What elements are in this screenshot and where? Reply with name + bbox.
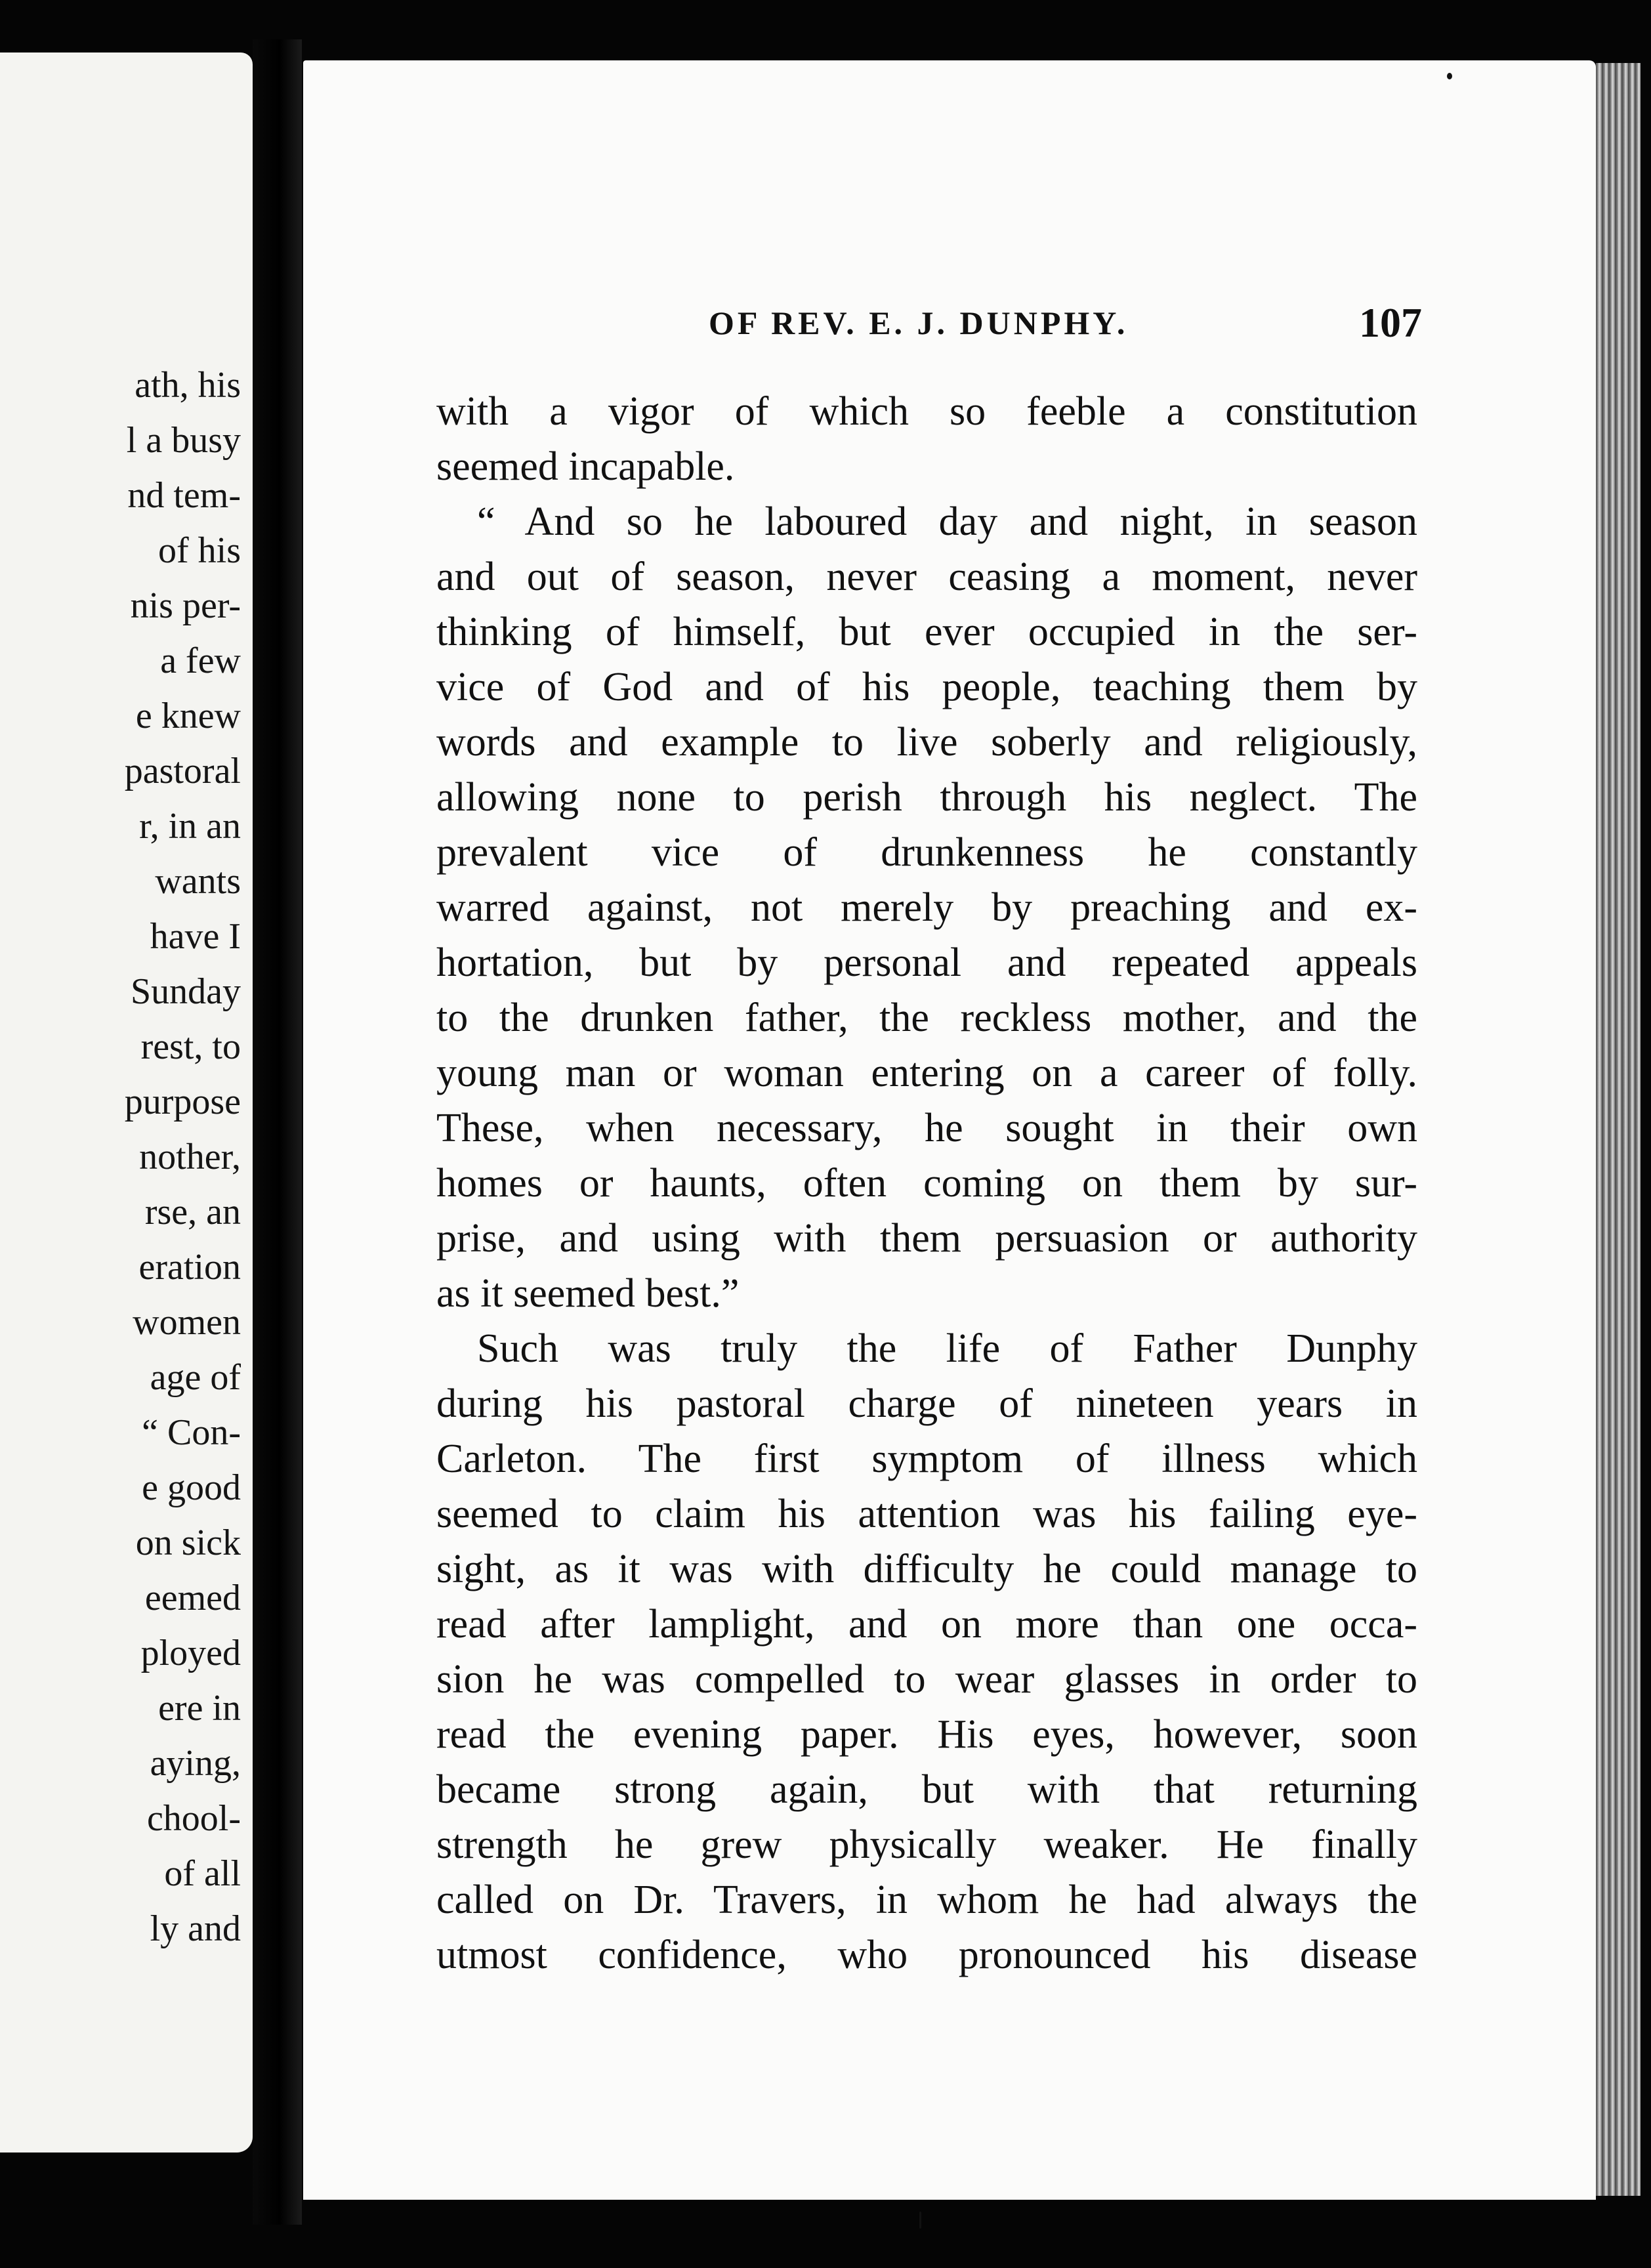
text-line: prevalent vice of drunkenness he constantly: [436, 830, 1417, 875]
text-line: Carleton. The first symptom of illness which: [436, 1437, 1417, 1481]
text-line: seemed to claim his attention was his failing eye-: [436, 1492, 1417, 1536]
body-text: [436, 384, 1417, 2011]
text-line: homes or haunts, often coming on them by sur-: [436, 1161, 1417, 1206]
text-line: seemed incapable.: [436, 444, 735, 489]
scan-speck: [1447, 73, 1452, 79]
text-line: to the drunken father, the reckless mother, and the: [436, 996, 1417, 1040]
left-page-line: ere in: [158, 1688, 241, 1729]
text-line: thinking of himself, but ever occupied in the ser-: [436, 610, 1417, 654]
text-line: warred against, not merely by preaching and ex-: [436, 885, 1417, 930]
left-page-line: Sunday: [131, 971, 241, 1012]
left-page-line: of all: [164, 1853, 241, 1894]
left-page-line: of his: [158, 530, 241, 571]
left-page-line: a few: [160, 640, 241, 681]
text-line: called on Dr. Travers, in whom he had always the: [436, 1878, 1417, 1922]
left-page-line: have I: [150, 916, 241, 957]
text-line: These, when necessary, he sought in their own: [436, 1106, 1417, 1150]
left-page-line: nother,: [139, 1137, 241, 1177]
text-line: read after lamplight, and on more than one occa-: [436, 1602, 1417, 1647]
left-page-line: ly and: [150, 1908, 241, 1949]
text-line: read the evening paper. His eyes, however, soon: [436, 1712, 1417, 1757]
left-page-line: e good: [142, 1467, 241, 1508]
left-page-line: age of: [150, 1357, 241, 1398]
left-page-line: aying,: [150, 1743, 241, 1784]
text-line: strength he grew physically weaker. He finally: [436, 1822, 1417, 1867]
left-page-line: r, in an: [139, 806, 241, 847]
text-line: “ And so he laboured day and night, in season: [477, 499, 1417, 544]
page-edge: [1596, 63, 1641, 2196]
left-page-line: eemed: [144, 1578, 241, 1618]
left-page-line: women: [133, 1302, 241, 1343]
text-line: hortation, but by personal and repeated appeals: [436, 940, 1417, 985]
text-line: young man or woman entering on a career of folly.: [436, 1051, 1417, 1095]
left-page-line: rest, to: [140, 1026, 241, 1067]
running-title: OF REV. E. J. DUNPHY.: [709, 304, 1129, 341]
left-page-line: ployed: [140, 1633, 241, 1673]
left-page-line: “ Con-: [142, 1412, 241, 1453]
left-page-line: wants: [155, 861, 241, 902]
left-page-line: pastoral: [124, 751, 241, 791]
left-page-line: nis per-: [130, 585, 241, 626]
text-line: allowing none to perish through his neglect. The: [436, 775, 1417, 820]
left-page-line: l a busy: [126, 420, 241, 461]
page-number: 107: [1359, 299, 1422, 346]
left-page-line: nd tem-: [127, 475, 241, 516]
text-line: sight, as it was with difficulty he could manage to: [436, 1547, 1417, 1591]
running-header: [709, 299, 1427, 345]
left-page-line: eration: [138, 1247, 241, 1288]
left-page-line: ath, his: [135, 365, 241, 406]
left-page-line: rse, an: [144, 1192, 241, 1232]
text-line: sion he was compelled to wear glasses in order to: [436, 1657, 1417, 1702]
text-line: prise, and using with them persuasion or authority: [436, 1216, 1417, 1261]
left-page: [0, 52, 253, 2152]
left-page-line: purpose: [124, 1082, 241, 1122]
text-line: as it seemed best.”: [436, 1271, 740, 1316]
text-line: became strong again, but with that returning: [436, 1767, 1417, 1812]
text-line: and out of season, never ceasing a moment, never: [436, 555, 1417, 599]
text-line: during his pastoral charge of nineteen years in: [436, 1381, 1417, 1426]
scan-speck: [919, 2212, 921, 2229]
text-line: Such was truly the life of Father Dunphy: [477, 1326, 1417, 1371]
left-page-line: chool-: [146, 1798, 241, 1839]
book-gutter: [253, 39, 302, 2225]
left-page-line: e knew: [135, 696, 241, 736]
text-line: with a vigor of which so feeble a constitution: [436, 389, 1417, 434]
left-page-line: on sick: [135, 1522, 241, 1563]
text-line: vice of God and of his people, teaching them by: [436, 665, 1417, 709]
text-line: utmost confidence, who pronounced his disease: [436, 1933, 1417, 1977]
text-line: words and example to live soberly and religiously,: [436, 720, 1417, 765]
